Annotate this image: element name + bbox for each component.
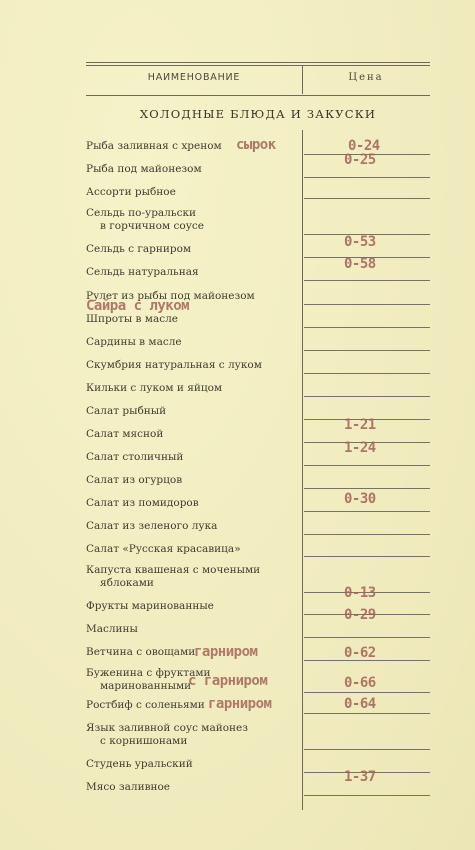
menu-item [86,520,300,533]
item-name: Рыба заливная с хреном [86,140,222,152]
item-name-continued: с корнишонами [100,735,188,747]
menu-item [86,207,300,233]
price-stamp: 0-30 [344,491,376,507]
item-name: Рыба под майонезом [86,163,202,175]
top-rule-1 [86,62,430,63]
menu-item [86,646,300,659]
price-rule [304,304,430,305]
stamp-garnir: с гарниром [188,673,268,689]
item-name: Буженина с фруктами [86,667,211,679]
menu-item [86,359,300,372]
price-rule [304,713,430,714]
menu-item [86,186,300,199]
menu-item [86,722,300,748]
stamp-syrok: сырок [236,137,276,153]
stamp-garnir: гарниром [194,644,258,660]
menu-item [86,243,300,256]
price-rule [304,749,430,750]
price-stamp: 0-53 [344,234,376,250]
item-name: Салат из помидоров [86,497,199,509]
menu-item [86,623,300,636]
price-stamp: 1-24 [344,440,376,456]
stamp-garnir: гарниром [208,696,272,712]
item-name: Скумбрия натуральная с луком [86,359,262,371]
price-rule [304,373,430,374]
menu-item [86,382,300,395]
item-name: Ветчина с овощами [86,646,196,658]
section-title: ХОЛОДНЫЕ БЛЮДА И ЗАКУСКИ [139,107,377,121]
column-divider [302,130,303,810]
menu-item [86,497,300,510]
price-rule [304,637,430,638]
price-rule [304,327,430,328]
menu-item [86,474,300,487]
price-stamp: 1-21 [344,417,376,433]
menu-item [86,336,300,349]
menu-item [86,266,300,279]
price-rule [304,534,430,535]
price-stamp: 0-29 [344,607,376,623]
menu-item [86,543,300,556]
item-name: Сельдь натуральная [86,266,199,278]
price-stamp: 0-13 [344,585,376,601]
item-name: Шпроты в масле [86,313,178,325]
item-name: Мясо заливное [86,781,171,793]
menu-item [86,313,300,326]
menu-item [86,163,300,176]
item-name: Фрукты маринованные [86,600,214,612]
menu-item [86,564,300,590]
item-name: Сардины в масле [86,336,182,348]
price-rule [304,556,430,557]
price-stamp: 0-64 [344,696,376,712]
menu-item [86,405,300,418]
item-name: Рулет из рыбы под майонезом [86,290,255,302]
item-name: Студень уральский [86,758,193,770]
price-stamp: 0-66 [344,675,376,691]
price-rule [304,692,430,693]
menu-item [86,451,300,464]
price-rule [304,198,430,199]
item-name: Салат мясной [86,428,164,440]
top-rule-2 [86,65,430,66]
item-name: Язык заливной соус майонез [86,722,248,734]
price-rule [304,511,430,512]
item-name: Сельдь с гарниром [86,243,192,255]
item-name: Салат из зеленого лука [86,520,218,532]
item-name: Салат столичный [86,451,184,463]
price-stamp: 0-58 [344,256,376,272]
price-rule [304,280,430,281]
price-stamp: 0-62 [344,645,376,661]
item-name: Салат «Русская красавица» [86,543,241,555]
item-name: Кильки с луком и яйцом [86,382,223,394]
price-rule [304,488,430,489]
stamp-saira: Сайра с луком [86,298,190,314]
item-name: Салат рыбный [86,405,167,417]
header-bottom-rule [86,95,430,96]
price-stamp: 0-24 [348,138,380,154]
menu-item [86,428,300,441]
price-rule [304,177,430,178]
item-name: Маслины [86,623,138,635]
price-rule [304,465,430,466]
item-name-continued: яблоками [100,577,154,589]
item-name: Капуста квашеная с мочеными [86,564,261,576]
price-rule [304,396,430,397]
menu-item [86,600,300,613]
price-rule [304,795,430,796]
item-name: Сельдь по-уральски [86,207,197,219]
item-name-continued: в горчичном соусе [100,220,204,232]
price-stamp: 1-37 [344,769,376,785]
item-name: Ассорти рыбное [86,186,176,198]
item-name-continued: маринованными [100,680,192,692]
menu-item [86,758,300,771]
menu-item [86,781,300,794]
column-header-name: НАИМЕНОВАНИЕ [147,72,241,83]
column-header-price: Цена [348,72,384,83]
item-name: Ростбиф с соленьями [86,699,205,711]
item-name: Салат из огурцов [86,474,183,486]
price-rule [304,350,430,351]
price-stamp: 0-25 [344,152,376,168]
